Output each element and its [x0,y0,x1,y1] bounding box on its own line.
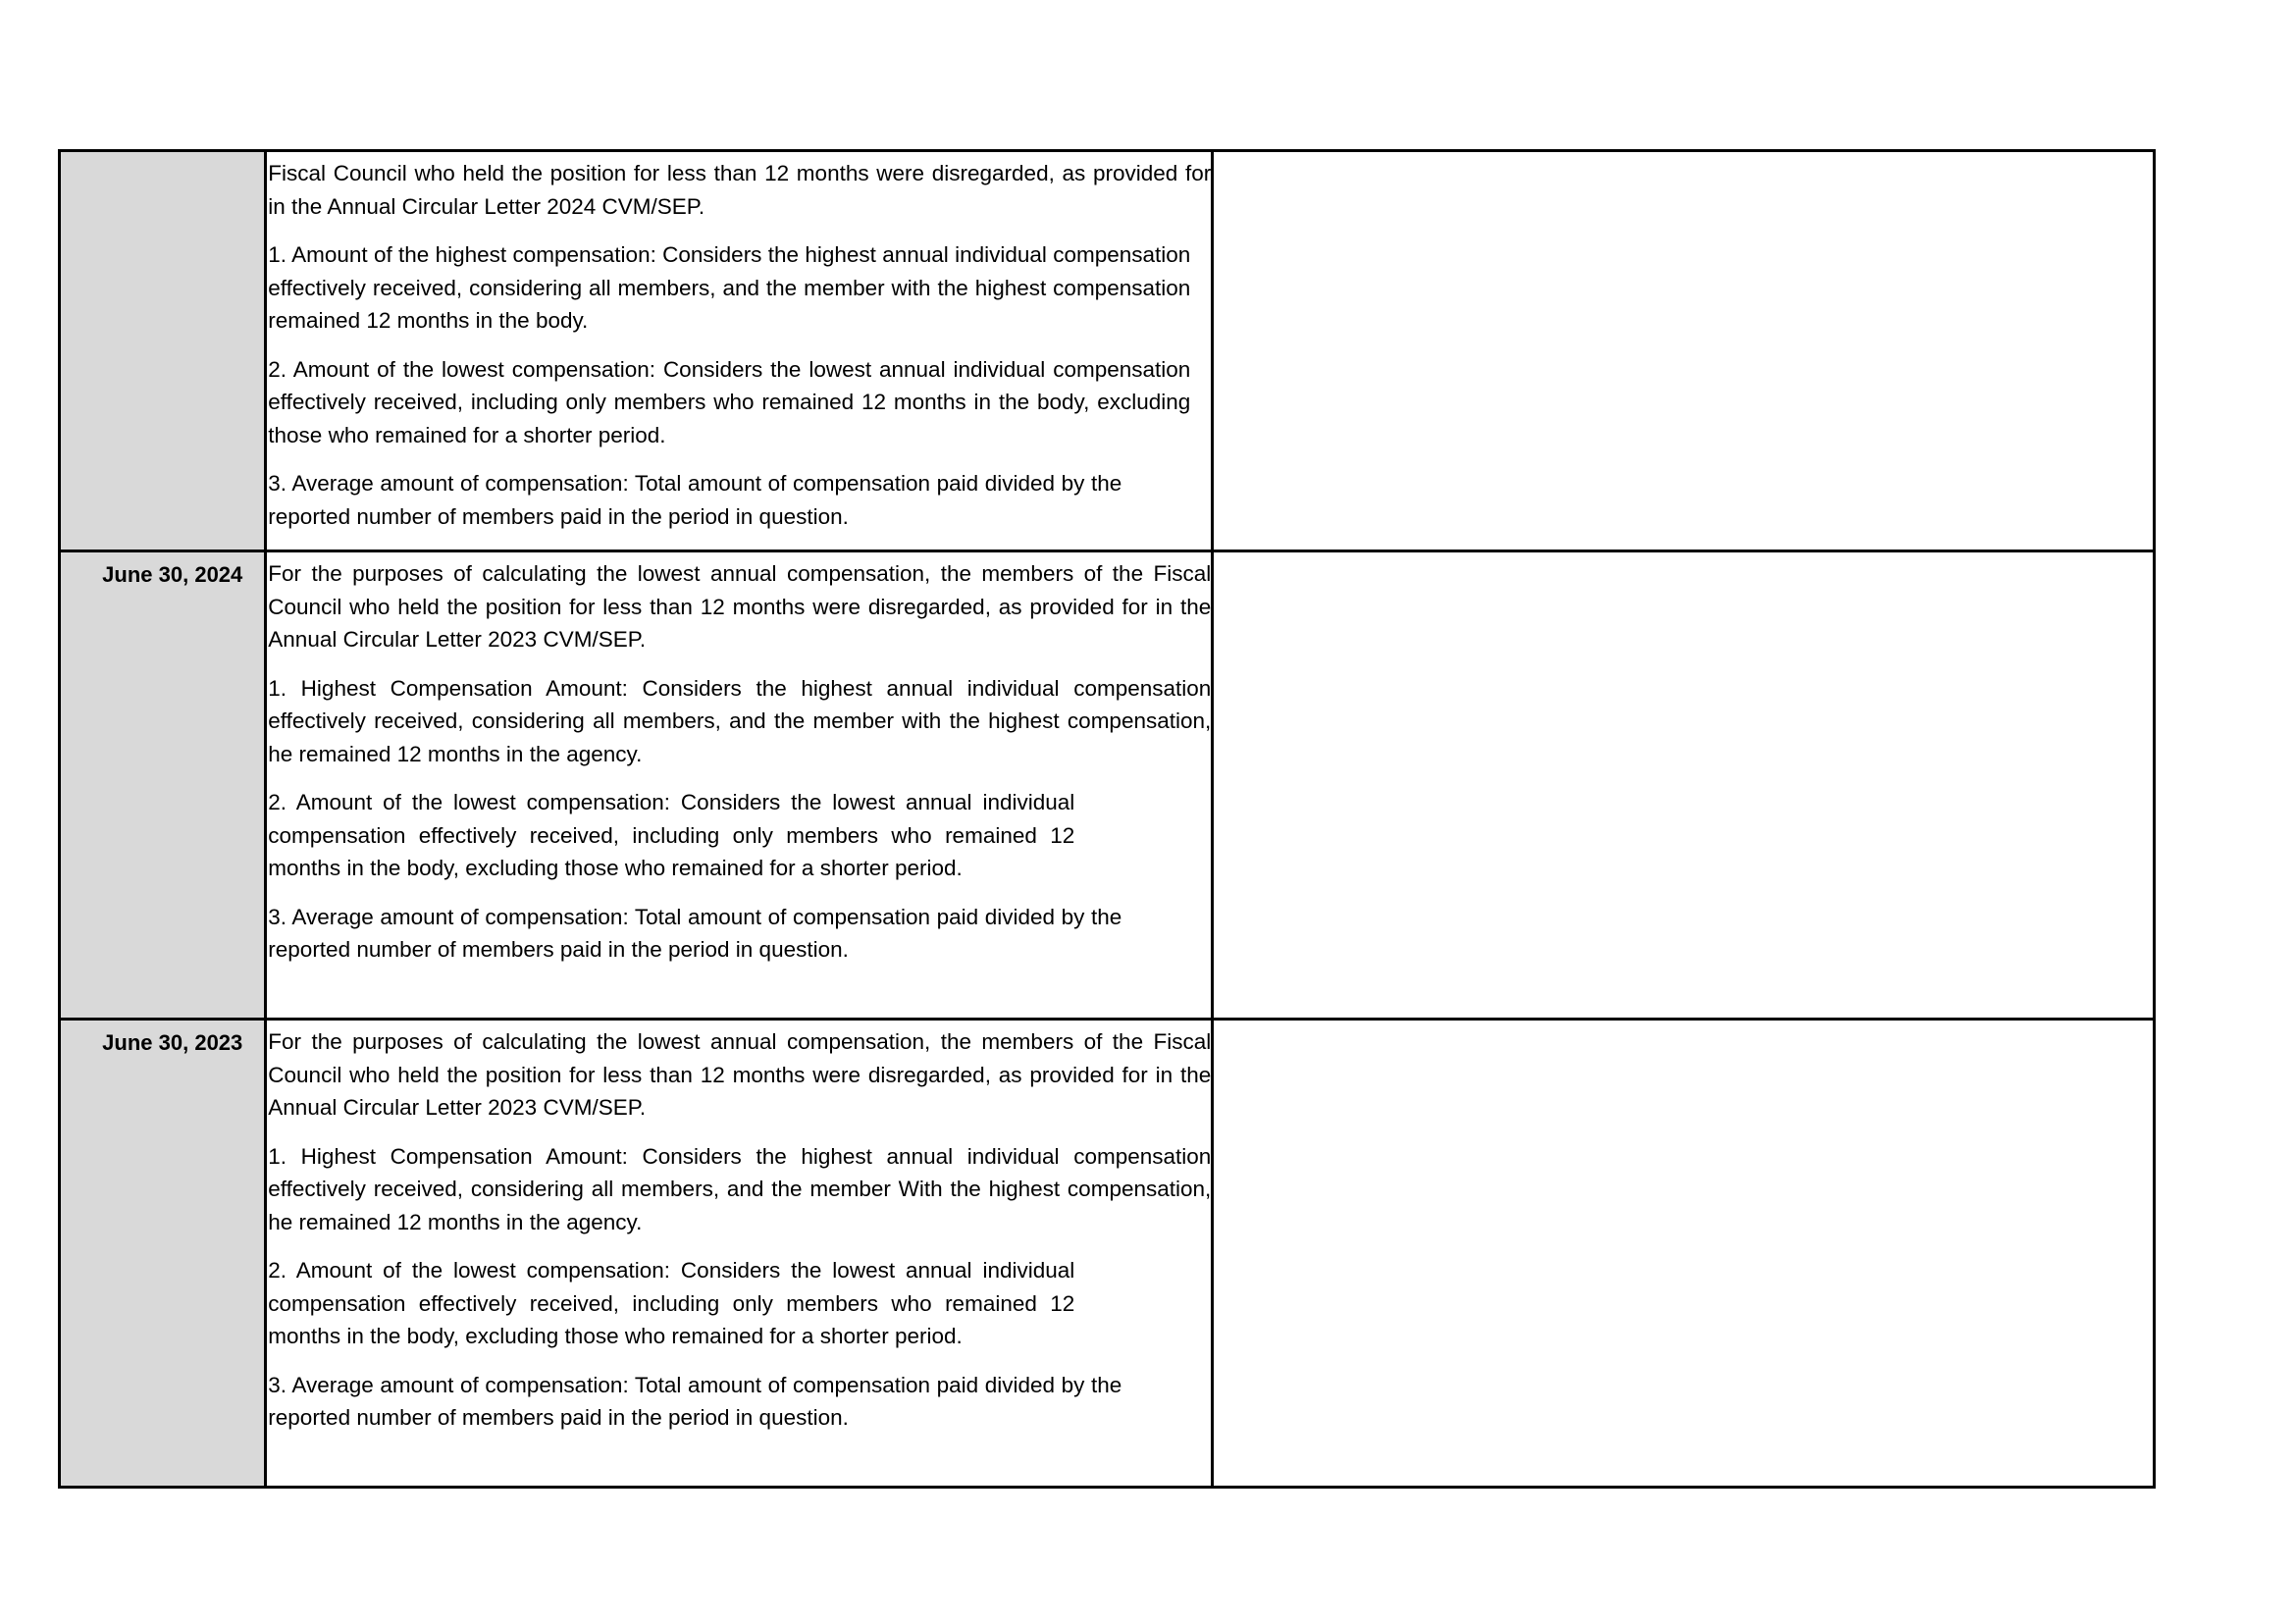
date-cell: June 30, 2024 [60,551,266,1020]
note-paragraph: 1. Highest Compensation Amount: Considers the highest annual individual compensation effectively received, considering all members, and the member with the highest compensation, he remained 12 months in the agency. [268,675,1212,766]
note-paragraph: 3. Average amount of compensation: Total amount of compensation paid divided by the reported number of members paid in the period in question. [268,471,1122,529]
note-paragraph: 2. Amount of the lowest compensation: Considers the lowest annual individual compensation effectively received, including only members who remained 12 months in the body, excluding those who remained for a shorter period. [268,790,1075,880]
note-paragraph: For the purposes of calculating the lowest annual compensation, the members of the Fiscal Council who held the position for less than 12 months were disregarded, as provided for in the Annual Circular Letter 2023 CVM/SEP. [268,561,1212,652]
notes-cell [266,151,1212,551]
note-paragraph: 1. Amount of the highest compensation: Considers the highest annual individual compensation effectively received, considering all members, and the member with the highest compensation remained 12 months in the body. [268,242,1191,333]
note-paragraph: For the purposes of calculating the lowest annual compensation, the members of the Fiscal Council who held the position for less than 12 months were disregarded, as provided for in the Annual Circular Letter 2023 CVM/SEP. [268,1029,1212,1120]
note-paragraph: Fiscal Council who held the position for less than 12 months were disregarded, as provided for in the Annual Circular Letter 2024 CVM/SEP. [268,161,1212,219]
date-cell: June 30, 2023 [60,1020,266,1488]
notes-cell [266,551,1212,1020]
note-paragraph: 3. Average amount of compensation: Total amount of compensation paid divided by the reported number of members paid in the period in question. [268,1372,1122,1430]
date-cell [60,151,266,551]
empty-cell [1212,1020,2154,1488]
note-paragraph: 2. Amount of the lowest compensation: Considers the lowest annual individual compensation effectively received, including only members who remained 12 months in the body, excluding those who remained for a shorter period. [268,356,1191,447]
compensation-notes-table [58,149,2156,1489]
note-paragraph: 1. Highest Compensation Amount: Considers the highest annual individual compensation effectively received, considering all members, and the member With the highest compensation, he remained 12 months in the agency. [268,1143,1212,1234]
empty-cell [1212,151,2154,551]
table-row [60,551,2155,1020]
notes-cell [266,1020,1212,1488]
table-row [60,1020,2155,1488]
table-row [60,151,2155,551]
note-paragraph: 2. Amount of the lowest compensation: Considers the lowest annual individual compensation effectively received, including only members who remained 12 months in the body, excluding those who remained for a shorter period. [268,1258,1075,1348]
note-paragraph: 3. Average amount of compensation: Total amount of compensation paid divided by the reported number of members paid in the period in question. [268,904,1122,962]
empty-cell [1212,551,2154,1020]
